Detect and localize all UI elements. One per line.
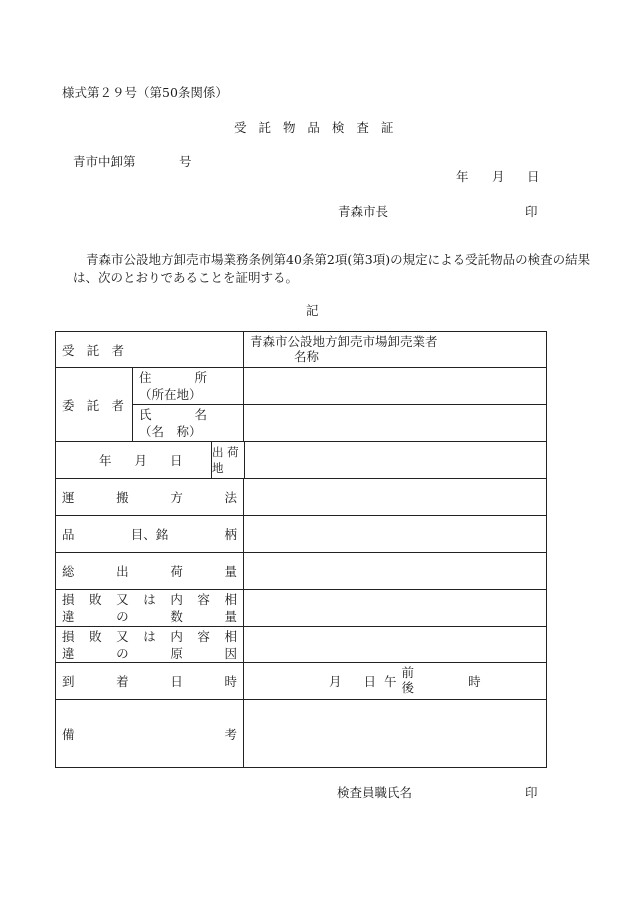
body-text-line2: は、次のとおりであることを証明する。	[73, 270, 299, 285]
inspector-label: 検査員職氏名	[337, 785, 413, 800]
consignor-address-value	[244, 368, 547, 405]
total-quantity-label: 総 出 荷 量	[62, 564, 237, 579]
doc-number-prefix: 青市中卸第	[73, 154, 136, 169]
remarks-row	[56, 700, 547, 768]
arrival-noon: 午	[384, 674, 397, 689]
damage-cause-label-cell	[56, 627, 244, 663]
shipment-origin-cell	[212, 442, 547, 479]
damage-quantity-value	[244, 590, 547, 627]
arrival-hour: 時	[468, 674, 481, 689]
shipment-origin-value	[245, 442, 546, 478]
shipment-day: 日	[170, 453, 183, 468]
arrival-label: 到 着 日 時	[62, 674, 237, 689]
consignee-label: 受 託 者	[62, 342, 124, 358]
total-quantity-row	[56, 553, 547, 590]
arrival-row	[56, 663, 547, 700]
arrival-month: 月	[329, 674, 342, 689]
form-number: 様式第２９号（第50条関係）	[62, 85, 228, 100]
damage-cause-label-line2: 違 の 原 因	[62, 645, 237, 661]
date-year: 年	[456, 169, 469, 184]
item-label: 品 目、銘 柄	[62, 527, 237, 542]
arrival-ampm	[402, 665, 415, 695]
arrival-value-cell	[244, 663, 547, 700]
consignee-row	[56, 332, 547, 368]
arrival-day: 日	[363, 674, 377, 689]
consignor-label: 委 託 者	[62, 397, 124, 413]
document-title: 受 託 物 品 検 査 証	[234, 120, 398, 135]
consignee-market-wholesaler: 青森市公設地方卸売市場卸売業者	[250, 334, 438, 349]
remarks-label: 備 考	[62, 726, 237, 742]
transport-label-cell	[56, 479, 244, 516]
body-text-line1: 青森市公設地方卸売市場業務条例第40条第2項(第3項)の規定による受託物品の検査の結果	[86, 252, 591, 267]
consignor-name-sub: （名 称）	[139, 424, 202, 439]
issuer: 青森市長	[338, 204, 389, 219]
consignor-address-sub: （所在地）	[139, 387, 202, 402]
date-month: 月	[492, 169, 505, 184]
inspection-table	[55, 331, 547, 768]
consignee-label-cell	[56, 332, 244, 368]
arrival-label-cell	[56, 663, 244, 700]
arrival-am: 前	[401, 665, 415, 680]
transport-label: 運 搬 方 法	[62, 490, 237, 505]
consignee-name-label: 名称	[294, 349, 320, 364]
consignor-name-label-cell	[133, 405, 244, 442]
remarks-value	[244, 700, 547, 768]
consignee-value-cell	[244, 332, 547, 368]
consignor-address-label-cell	[133, 368, 244, 405]
damage-quantity-row	[56, 590, 547, 627]
transport-value	[244, 479, 547, 516]
inspector-seal: 印	[525, 785, 538, 800]
damage-cause-value	[244, 627, 547, 663]
shipment-year: 年	[99, 453, 112, 468]
consignor-label-cell	[56, 368, 133, 442]
date-day: 日	[527, 169, 540, 184]
remarks-label-cell	[56, 700, 244, 768]
consignor-name-value	[244, 405, 547, 442]
total-quantity-value	[244, 553, 547, 590]
damage-cause-label-line1: 損 敗 又 は 内 容 相	[62, 628, 237, 644]
damage-quantity-label-line2: 違 の 数 量	[62, 609, 237, 624]
shipment-date-cell	[56, 442, 212, 479]
shipment-origin-label: 出 荷 地	[212, 442, 245, 478]
consignor-address-row	[56, 368, 547, 405]
damage-cause-row	[56, 627, 547, 663]
damage-quantity-label-cell	[56, 590, 244, 627]
shipment-row	[56, 442, 547, 479]
consignor-address-label: 住 所	[139, 370, 207, 385]
item-row	[56, 516, 547, 553]
item-label-cell	[56, 516, 244, 553]
total-quantity-label-cell	[56, 553, 244, 590]
damage-quantity-label-line1: 損 敗 又 は 内 容 相	[62, 592, 237, 607]
arrival-pm: 後	[401, 680, 415, 695]
transport-row	[56, 479, 547, 516]
doc-number-suffix: 号	[179, 154, 192, 169]
shipment-month: 月	[134, 453, 148, 468]
consignor-name-label: 氏 名	[139, 407, 207, 422]
item-value	[244, 516, 547, 553]
issuer-seal: 印	[525, 204, 538, 219]
note-mark: 記	[306, 303, 319, 318]
